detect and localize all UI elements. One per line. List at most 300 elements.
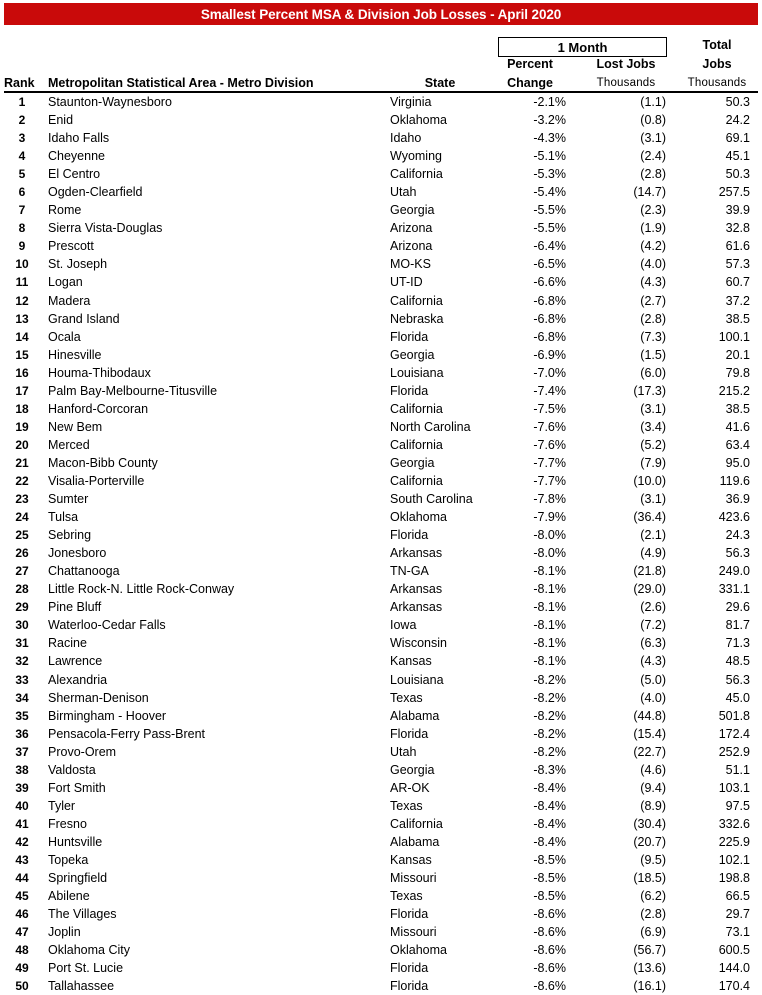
cell-percent-change: -8.3%	[533, 762, 566, 777]
cell-lost-jobs: (0.8)	[640, 113, 666, 128]
table-row	[0, 779, 762, 797]
cell-total-jobs: 198.8	[718, 871, 750, 886]
cell-state: California	[390, 473, 443, 488]
cell-state: Utah	[390, 744, 417, 759]
cell-percent-change: -4.3%	[533, 131, 566, 146]
cell-percent-change: -8.5%	[533, 852, 566, 867]
cell-msa-name: Little Rock-N. Little Rock-Conway	[48, 582, 235, 597]
cell-state: North Carolina	[390, 419, 471, 434]
cell-rank: 43	[15, 852, 29, 867]
cell-state: Georgia	[390, 203, 435, 218]
cell-total-jobs: 144.0	[718, 961, 750, 976]
cell-lost-jobs: (13.6)	[633, 961, 666, 976]
cell-msa-name: Grand Island	[48, 311, 120, 326]
cell-rank: 25	[15, 528, 29, 543]
cell-msa-name: Waterloo-Cedar Falls	[48, 618, 166, 633]
cell-rank: 5	[18, 167, 26, 182]
cell-state: Georgia	[390, 762, 435, 777]
cell-lost-jobs: (3.1)	[640, 492, 666, 507]
cell-msa-name: St. Joseph	[48, 257, 108, 272]
cell-state: Oklahoma	[390, 113, 447, 128]
cell-state: Louisiana	[390, 365, 444, 380]
cell-percent-change: -6.8%	[533, 311, 566, 326]
table-row	[0, 93, 762, 111]
table-row	[0, 689, 762, 707]
cell-rank: 49	[15, 961, 29, 976]
cell-lost-jobs: (1.9)	[640, 221, 666, 236]
cell-state: Virginia	[390, 95, 432, 109]
table-row	[0, 598, 762, 616]
cell-state: Florida	[390, 961, 429, 976]
cell-rank: 16	[15, 365, 29, 380]
table-row	[0, 310, 762, 328]
cell-total-jobs: 45.1	[725, 149, 750, 164]
table-row	[0, 129, 762, 147]
cell-percent-change: -7.5%	[533, 401, 566, 416]
cell-msa-name: Springfield	[48, 871, 108, 886]
cell-state: Alabama	[390, 834, 440, 849]
cell-state: Wisconsin	[390, 636, 447, 651]
cell-lost-jobs: (6.2)	[640, 889, 666, 904]
cell-rank: 4	[18, 149, 26, 164]
cell-lost-jobs: (4.0)	[640, 690, 666, 705]
table-row	[0, 292, 762, 310]
cell-total-jobs: 81.7	[725, 618, 750, 633]
cell-msa-name: Sherman-Denison	[48, 690, 149, 705]
cell-msa-name: Valdosta	[48, 762, 96, 777]
cell-total-jobs: 36.9	[725, 492, 750, 507]
cell-rank: 7	[18, 203, 26, 218]
cell-msa-name: Jonesboro	[48, 546, 107, 561]
cell-total-jobs: 66.5	[725, 889, 750, 904]
cell-state: AR-OK	[390, 780, 430, 795]
cell-lost-jobs: (44.8)	[633, 708, 666, 723]
table-row	[0, 147, 762, 165]
cell-rank: 6	[18, 185, 26, 200]
cell-state: Texas	[390, 798, 423, 813]
table-row	[0, 725, 762, 743]
cell-state: Florida	[390, 329, 429, 344]
table-row	[0, 562, 762, 580]
cell-rank: 3	[18, 131, 26, 146]
cell-percent-change: -8.1%	[533, 564, 566, 579]
cell-rank: 38	[15, 762, 29, 777]
cell-percent-change: -7.0%	[533, 365, 566, 380]
cell-percent-change: -8.4%	[533, 834, 566, 849]
cell-rank: 21	[15, 455, 29, 470]
one-month-label: 1 Month	[557, 39, 608, 55]
lost-jobs-header-line1: Lost Jobs	[596, 57, 656, 71]
cell-msa-name: El Centro	[48, 167, 101, 182]
cell-total-jobs: 24.2	[725, 113, 750, 128]
cell-msa-name: Merced	[48, 437, 90, 452]
table-row	[0, 454, 762, 472]
cell-rank: 8	[18, 221, 26, 236]
cell-state: UT-ID	[390, 275, 423, 290]
cell-rank: 2	[18, 113, 26, 128]
cell-total-jobs: 57.3	[725, 257, 750, 272]
cell-total-jobs: 97.5	[725, 798, 750, 813]
lost-jobs-header-units: Thousands	[596, 77, 656, 89]
cell-percent-change: -7.6%	[533, 437, 566, 452]
cell-lost-jobs: (16.1)	[633, 979, 666, 994]
cell-lost-jobs: (2.3)	[640, 203, 666, 218]
cell-percent-change: -8.2%	[533, 690, 566, 705]
cell-state: Wyoming	[390, 149, 442, 164]
cell-state: Texas	[390, 889, 423, 904]
total-jobs-header-line2: Jobs	[702, 57, 732, 71]
cell-lost-jobs: (18.5)	[633, 871, 666, 886]
cell-rank: 9	[18, 239, 26, 254]
cell-percent-change: -3.2%	[533, 113, 566, 128]
table-row	[0, 869, 762, 887]
table-row	[0, 526, 762, 544]
cell-state: Missouri	[390, 871, 437, 886]
table-row	[0, 183, 762, 201]
cell-percent-change: -7.8%	[533, 492, 566, 507]
cell-percent-change: -5.1%	[533, 149, 566, 164]
cell-percent-change: -8.4%	[533, 816, 566, 831]
cell-msa-name: Hanford-Corcoran	[48, 401, 149, 416]
cell-total-jobs: 331.1	[718, 582, 750, 597]
cell-rank: 44	[15, 871, 29, 886]
cell-percent-change: -5.5%	[533, 203, 566, 218]
cell-rank: 50	[15, 979, 29, 994]
cell-percent-change: -8.6%	[533, 907, 566, 922]
cell-total-jobs: 63.4	[725, 437, 750, 452]
cell-lost-jobs: (7.9)	[640, 455, 666, 470]
cell-msa-name: Abilene	[48, 889, 90, 904]
cell-rank: 48	[15, 943, 29, 958]
cell-state: Idaho	[390, 131, 422, 146]
table-row	[0, 923, 762, 941]
table-row	[0, 219, 762, 237]
cell-lost-jobs: (2.7)	[640, 293, 666, 308]
cell-state: TN-GA	[390, 564, 429, 579]
cell-lost-jobs: (2.8)	[640, 167, 666, 182]
cell-msa-name: Birmingham - Hoover	[48, 708, 167, 723]
cell-rank: 11	[15, 275, 29, 290]
cell-msa-name: Lawrence	[48, 654, 103, 669]
cell-total-jobs: 32.8	[725, 221, 750, 236]
cell-percent-change: -8.6%	[533, 925, 566, 940]
cell-total-jobs: 600.5	[718, 943, 750, 958]
cell-state: Florida	[390, 528, 429, 543]
cell-rank: 46	[15, 907, 29, 922]
cell-msa-name: Fort Smith	[48, 780, 106, 795]
cell-rank: 36	[15, 726, 29, 741]
cell-state: Georgia	[390, 455, 435, 470]
cell-lost-jobs: (4.3)	[640, 275, 666, 290]
cell-msa-name: Madera	[48, 293, 91, 308]
cell-rank: 42	[15, 834, 29, 849]
cell-state: Kansas	[390, 852, 432, 867]
table-row	[0, 165, 762, 183]
table-header	[0, 26, 762, 92]
cell-total-jobs: 38.5	[725, 401, 750, 416]
cell-total-jobs: 56.3	[725, 546, 750, 561]
cell-percent-change: -8.6%	[533, 979, 566, 994]
cell-total-jobs: 61.6	[725, 239, 750, 254]
state-header: State	[424, 76, 456, 90]
cell-rank: 20	[15, 437, 29, 452]
cell-lost-jobs: (1.1)	[640, 95, 666, 109]
cell-msa-name: Pensacola-Ferry Pass-Brent	[48, 726, 206, 741]
cell-lost-jobs: (2.1)	[640, 528, 666, 543]
table-row	[0, 616, 762, 634]
cell-msa-name: Oklahoma City	[48, 943, 130, 958]
rank-header: Rank	[4, 76, 35, 90]
cell-msa-name: Pine Bluff	[48, 600, 102, 615]
cell-lost-jobs: (3.1)	[640, 131, 666, 146]
table-row	[0, 833, 762, 851]
cell-total-jobs: 170.4	[718, 979, 750, 994]
cell-percent-change: -8.6%	[533, 943, 566, 958]
cell-state: Oklahoma	[390, 943, 447, 958]
cell-percent-change: -8.1%	[533, 636, 566, 651]
cell-state: California	[390, 816, 443, 831]
cell-lost-jobs: (3.4)	[640, 419, 666, 434]
cell-state: Florida	[390, 383, 429, 398]
cell-rank: 27	[15, 564, 29, 579]
table-row	[0, 761, 762, 779]
table-row	[0, 941, 762, 959]
table-row	[0, 400, 762, 418]
cell-state: California	[390, 293, 443, 308]
cell-msa-name: Enid	[48, 113, 74, 128]
cell-msa-name: Fresno	[48, 816, 87, 831]
cell-lost-jobs: (2.4)	[640, 149, 666, 164]
cell-state: Arkansas	[390, 582, 443, 597]
cell-percent-change: -8.2%	[533, 744, 566, 759]
report-title-banner	[4, 3, 758, 25]
cell-lost-jobs: (2.8)	[640, 311, 666, 326]
cell-total-jobs: 38.5	[725, 311, 750, 326]
cell-state: Florida	[390, 907, 429, 922]
cell-lost-jobs: (4.3)	[640, 654, 666, 669]
table-row	[0, 237, 762, 255]
cell-msa-name: Idaho Falls	[48, 131, 110, 146]
cell-lost-jobs: (4.0)	[640, 257, 666, 272]
cell-percent-change: -5.3%	[533, 167, 566, 182]
table-row	[0, 273, 762, 291]
table-row	[0, 328, 762, 346]
one-month-group-header	[498, 37, 667, 57]
cell-msa-name: Racine	[48, 636, 87, 651]
cell-total-jobs: 102.1	[718, 852, 750, 867]
cell-percent-change: -8.2%	[533, 708, 566, 723]
cell-total-jobs: 50.3	[725, 95, 750, 109]
cell-total-jobs: 95.0	[725, 455, 750, 470]
table-row	[0, 652, 762, 670]
cell-rank: 1	[18, 95, 26, 109]
cell-msa-name: Joplin	[48, 925, 81, 940]
cell-msa-name: Topeka	[48, 852, 89, 867]
page-title: Smallest Percent MSA & Division Job Losses - April 2020	[200, 6, 562, 22]
cell-state: Missouri	[390, 925, 437, 940]
cell-msa-name: Houma-Thibodaux	[48, 365, 151, 380]
table-row	[0, 436, 762, 454]
cell-percent-change: -8.1%	[533, 582, 566, 597]
cell-state: Iowa	[390, 618, 417, 633]
cell-total-jobs: 29.7	[725, 907, 750, 922]
table-row	[0, 797, 762, 815]
cell-lost-jobs: (6.9)	[640, 925, 666, 940]
cell-lost-jobs: (1.5)	[640, 347, 666, 362]
cell-lost-jobs: (22.7)	[633, 744, 666, 759]
cell-state: Texas	[390, 690, 423, 705]
table-row	[0, 346, 762, 364]
cell-percent-change: -8.6%	[533, 961, 566, 976]
cell-msa-name: Sebring	[48, 528, 92, 543]
cell-total-jobs: 249.0	[718, 564, 750, 579]
cell-msa-name: Macon-Bibb County	[48, 455, 158, 470]
cell-total-jobs: 48.5	[725, 654, 750, 669]
cell-total-jobs: 37.2	[725, 293, 750, 308]
total-jobs-header-line1: Total	[702, 38, 732, 52]
table-row	[0, 111, 762, 129]
cell-msa-name: Tulsa	[48, 510, 79, 525]
cell-lost-jobs: (5.2)	[640, 437, 666, 452]
cell-msa-name: Tyler	[48, 798, 76, 813]
cell-msa-name: Staunton-Waynesboro	[48, 95, 172, 109]
cell-msa-name: Hinesville	[48, 347, 102, 362]
table-row	[0, 382, 762, 400]
cell-msa-name: Chattanooga	[48, 564, 120, 579]
cell-rank: 47	[15, 925, 29, 940]
cell-msa-name: Logan	[48, 275, 83, 290]
cell-total-jobs: 423.6	[718, 510, 750, 525]
cell-total-jobs: 45.0	[725, 690, 750, 705]
cell-percent-change: -6.6%	[533, 275, 566, 290]
cell-rank: 39	[15, 780, 29, 795]
cell-lost-jobs: (4.2)	[640, 239, 666, 254]
msa-header: Metropolitan Statistical Area - Metro Division	[48, 76, 314, 90]
cell-state: South Carolina	[390, 492, 473, 507]
cell-state: Arizona	[390, 221, 433, 236]
cell-rank: 35	[15, 708, 29, 723]
cell-msa-name: Visalia-Porterville	[48, 473, 145, 488]
cell-rank: 24	[15, 510, 29, 525]
cell-percent-change: -8.1%	[533, 600, 566, 615]
cell-lost-jobs: (4.9)	[640, 546, 666, 561]
cell-total-jobs: 29.6	[725, 600, 750, 615]
cell-total-jobs: 73.1	[725, 925, 750, 940]
cell-rank: 33	[15, 672, 29, 687]
cell-percent-change: -7.6%	[533, 419, 566, 434]
cell-state: Utah	[390, 185, 417, 200]
cell-rank: 28	[15, 582, 29, 597]
cell-lost-jobs: (9.4)	[640, 780, 666, 795]
cell-msa-name: Cheyenne	[48, 149, 105, 164]
table-row	[0, 580, 762, 598]
cell-total-jobs: 172.4	[718, 726, 750, 741]
cell-lost-jobs: (2.6)	[640, 600, 666, 615]
cell-rank: 18	[15, 401, 29, 416]
table-row	[0, 472, 762, 490]
cell-total-jobs: 257.5	[718, 185, 750, 200]
cell-percent-change: -5.5%	[533, 221, 566, 236]
cell-lost-jobs: (36.4)	[633, 510, 666, 525]
cell-state: Florida	[390, 726, 429, 741]
cell-percent-change: -6.4%	[533, 239, 566, 254]
cell-lost-jobs: (8.9)	[640, 798, 666, 813]
cell-total-jobs: 71.3	[725, 636, 750, 651]
cell-lost-jobs: (6.3)	[640, 636, 666, 651]
cell-lost-jobs: (7.2)	[640, 618, 666, 633]
cell-total-jobs: 39.9	[725, 203, 750, 218]
cell-percent-change: -7.7%	[533, 455, 566, 470]
cell-total-jobs: 56.3	[725, 672, 750, 687]
table-body	[0, 93, 762, 995]
cell-percent-change: -8.2%	[533, 672, 566, 687]
cell-state: Arkansas	[390, 546, 443, 561]
cell-lost-jobs: (10.0)	[633, 473, 666, 488]
cell-rank: 13	[15, 311, 29, 326]
cell-rank: 37	[15, 744, 29, 759]
cell-total-jobs: 100.1	[718, 329, 750, 344]
cell-lost-jobs: (20.7)	[633, 834, 666, 849]
table-row	[0, 815, 762, 833]
cell-rank: 19	[15, 419, 29, 434]
cell-msa-name: The Villages	[48, 907, 117, 922]
cell-total-jobs: 103.1	[718, 780, 750, 795]
cell-lost-jobs: (14.7)	[633, 185, 666, 200]
cell-state: California	[390, 167, 443, 182]
cell-total-jobs: 24.3	[725, 528, 750, 543]
cell-lost-jobs: (2.8)	[640, 907, 666, 922]
cell-total-jobs: 50.3	[725, 167, 750, 182]
cell-msa-name: Huntsville	[48, 834, 103, 849]
cell-state: Kansas	[390, 654, 432, 669]
table-row	[0, 707, 762, 725]
cell-msa-name: Ocala	[48, 329, 81, 344]
cell-msa-name: Sumter	[48, 492, 89, 507]
cell-lost-jobs: (7.3)	[640, 329, 666, 344]
cell-rank: 32	[15, 654, 29, 669]
cell-percent-change: -8.0%	[533, 546, 566, 561]
cell-rank: 15	[15, 347, 29, 362]
table-row	[0, 201, 762, 219]
cell-percent-change: -7.9%	[533, 510, 566, 525]
cell-percent-change: -7.7%	[533, 473, 566, 488]
cell-lost-jobs: (15.4)	[633, 726, 666, 741]
cell-total-jobs: 501.8	[718, 708, 750, 723]
cell-lost-jobs: (21.8)	[633, 564, 666, 579]
cell-rank: 40	[15, 798, 29, 813]
table-row	[0, 364, 762, 382]
cell-rank: 31	[15, 636, 29, 651]
cell-rank: 14	[15, 329, 29, 344]
cell-state: Arizona	[390, 239, 433, 254]
cell-total-jobs: 119.6	[719, 473, 750, 488]
cell-msa-name: Tallahassee	[48, 979, 115, 994]
table-row	[0, 887, 762, 905]
table-row	[0, 544, 762, 562]
cell-msa-name: Ogden-Clearfield	[48, 185, 143, 200]
cell-total-jobs: 41.6	[725, 419, 750, 434]
table-row	[0, 743, 762, 761]
cell-total-jobs: 20.1	[725, 347, 750, 362]
cell-rank: 17	[15, 383, 29, 398]
cell-total-jobs: 332.6	[718, 816, 750, 831]
cell-percent-change: -8.5%	[533, 871, 566, 886]
cell-msa-name: Provo-Orem	[48, 744, 117, 759]
cell-rank: 29	[15, 600, 29, 615]
cell-state: Florida	[390, 979, 429, 994]
cell-total-jobs: 60.7	[725, 275, 750, 290]
table-row	[0, 671, 762, 689]
